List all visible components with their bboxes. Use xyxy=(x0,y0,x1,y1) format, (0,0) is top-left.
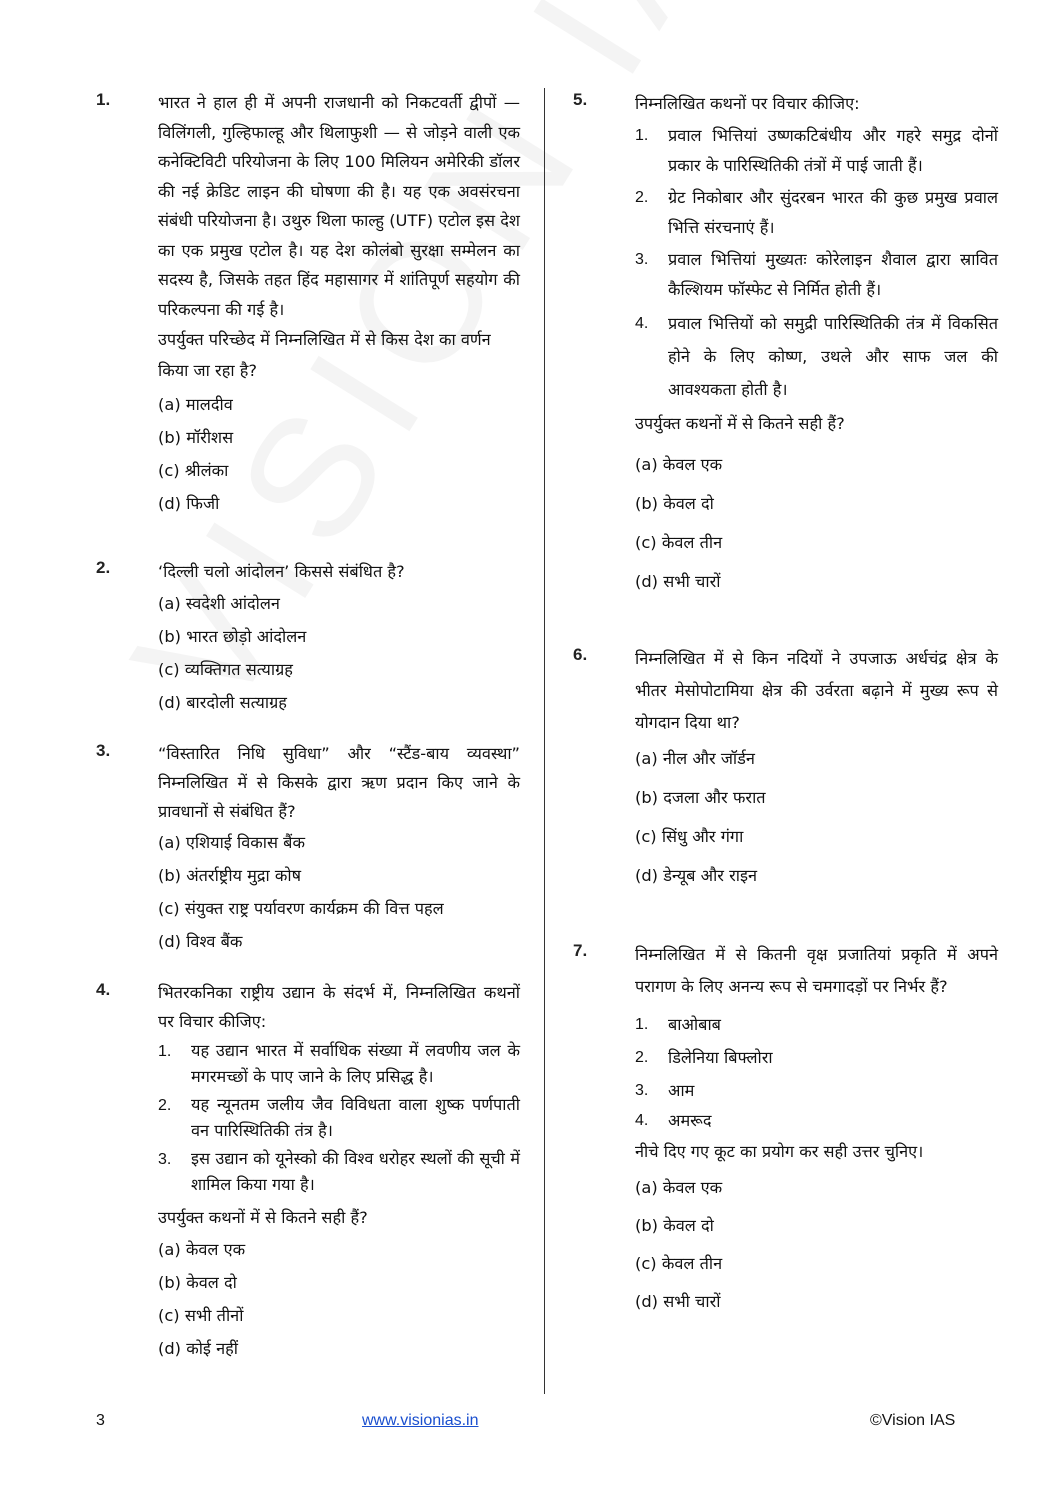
question-ask: उपर्युक्त कथनों में से कितने सही हैं? xyxy=(635,414,845,433)
question-stem: निम्नलिखित में से किन नदियों ने उपजाऊ अर्धचंद्र क्षेत्र के भीतर मेसोपोटामिया क्षेत्र की उर्वरता बढ़ाने में मुख्य रूप से योगदान दिया था? xyxy=(635,649,998,732)
option-d: (d) विश्व बैंक xyxy=(158,932,243,951)
statement-1 xyxy=(635,121,998,181)
option-b: (b) अंतर्राष्ट्रीय मुद्रा कोष xyxy=(158,866,302,885)
option-b: (b) भारत छोड़ो आंदोलन xyxy=(158,627,307,646)
option-c: (c) व्यक्तिगत सत्याग्रह xyxy=(158,660,293,679)
option-a: (a) मालदीव xyxy=(158,395,233,414)
question-stem: निम्नलिखित में से कितनी वृक्ष प्रजातियां प्रकृति में अपने परागण के लिए अनन्य रूप से चमगादड़ों पर निर्भर हैं? xyxy=(635,945,998,996)
statement-number: 2. xyxy=(635,1049,649,1066)
statement-number: 3. xyxy=(635,1082,649,1099)
option-c: (c) केवल तीन xyxy=(635,533,723,552)
statement-text: अमरूद xyxy=(668,1111,712,1130)
question-4 xyxy=(96,978,520,1365)
statement-text: आम xyxy=(668,1081,695,1100)
option-c: (c) संयुक्त राष्ट्र पर्यावरण कार्यक्रम की वित्त पहल xyxy=(158,899,444,918)
question-stem: निम्नलिखित कथनों पर विचार कीजिए: xyxy=(635,94,860,113)
option-c: (c) सिंधु और गंगा xyxy=(635,827,744,846)
option-d: (d) सभी चारों xyxy=(635,572,721,591)
question-number: 2. xyxy=(96,558,111,577)
statement-text: यह उद्यान भारत में सर्वाधिक संख्या में लवणीय जल के मगरमच्छों के पाए जाने के लिए प्रसिद्ध है। xyxy=(191,1041,520,1086)
option-d: (d) सभी चारों xyxy=(635,1292,721,1311)
option-d: (d) डेन्यूब और राइन xyxy=(635,866,758,885)
question-number: 3. xyxy=(96,741,111,760)
option-a: (a) नील और जॉर्डन xyxy=(635,749,755,768)
option-b: (b) मॉरीशस xyxy=(158,428,234,447)
option-a: (a) एशियाई विकास बैंक xyxy=(158,833,305,852)
statement-3 xyxy=(158,1146,520,1198)
statement-text: इस उद्यान को यूनेस्को की विश्व धरोहर स्थलों की सूची में शामिल किया गया है। xyxy=(191,1149,520,1194)
copyright-text: ©Vision IAS xyxy=(870,1412,956,1429)
statement-text: प्रवाल भित्तियों को समुद्री पारिस्थितिकी तंत्र में विकसित होने के लिए कोष्ण, उथले और साफ जल की आवश्यकता होती है। xyxy=(668,314,998,399)
option-a: (a) स्वदेशी आंदोलन xyxy=(158,594,280,613)
statement-number: 3. xyxy=(158,1151,172,1168)
question-stem: ‘दिल्ली चलो आंदोलन’ किससे संबंधित है? xyxy=(158,562,405,581)
website-link[interactable]: www.visionias.in xyxy=(362,1412,479,1429)
option-b: (b) दजला और फरात xyxy=(635,788,766,807)
question-ask: नीचे दिए गए कूट का प्रयोग कर सही उत्तर चुनिए। xyxy=(635,1142,924,1161)
statement-1 xyxy=(158,1038,520,1090)
question-number: 1. xyxy=(96,90,111,109)
column-divider xyxy=(544,88,545,1394)
option-a: (a) केवल एक xyxy=(635,455,723,474)
option-b: (b) केवल दो xyxy=(635,1216,714,1235)
statement-text: प्रवाल भित्तियां मुख्यतः कोरेलाइन शैवाल द्वारा स्रावित कैल्शियम फॉस्फेट से निर्मित होती हैं। xyxy=(668,250,998,299)
option-b: (b) केवल दो xyxy=(158,1273,237,1292)
statement-number: 1. xyxy=(635,127,649,144)
statement-number: 1. xyxy=(158,1043,172,1060)
statement-number: 3. xyxy=(635,251,649,268)
question-number: 4. xyxy=(96,980,111,999)
statement-number: 2. xyxy=(635,189,649,206)
question-number: 7. xyxy=(573,941,588,960)
statement-number: 4. xyxy=(635,1112,649,1129)
option-d: (d) कोई नहीं xyxy=(158,1339,239,1358)
question-5 xyxy=(573,88,998,601)
question-3 xyxy=(96,739,520,958)
statement-4 xyxy=(635,307,998,406)
option-d: (d) फिजी xyxy=(158,494,220,513)
option-b: (b) केवल दो xyxy=(635,494,714,513)
statement-text: ग्रेट निकोबार और सुंदरबन भारत की कुछ प्रमुख प्रवाल भित्ति संरचनाएं हैं। xyxy=(668,188,998,237)
option-d: (d) बारदोली सत्याग्रह xyxy=(158,693,287,712)
statement-3 xyxy=(635,245,998,305)
question-stem: भितरकनिका राष्ट्रीय उद्यान के संदर्भ में, निम्नलिखित कथनों पर विचार कीजिए: xyxy=(158,983,520,1031)
question-stem: “विस्तारित निधि सुविधा” और “स्टैंड-बाय व्यवस्था” निम्नलिखित में से किसके द्वारा ऋण प्रदान किए जाने के प्रावधानों से संबंधित हैं? xyxy=(158,744,520,821)
question-ask: उपर्युक्त परिच्छेद में निम्नलिखित में से किस देश का वर्णन किया जा रहा है? xyxy=(158,330,491,380)
option-a: (a) केवल एक xyxy=(158,1240,246,1259)
page-number: 3 xyxy=(96,1412,105,1429)
statement-text: यह न्यूनतम जलीय जैव विविधता वाला शुष्क पर्णपाती वन पारिस्थितिकी तंत्र है। xyxy=(191,1095,520,1140)
question-6 xyxy=(573,643,998,895)
statement-2 xyxy=(635,183,998,243)
question-2 xyxy=(96,556,520,719)
statement-text: बाओबाब xyxy=(668,1015,721,1034)
statement-3 xyxy=(635,1075,998,1106)
statement-number: 2. xyxy=(158,1097,172,1114)
question-1 xyxy=(96,88,520,520)
question-number: 6. xyxy=(573,645,588,664)
statement-2 xyxy=(158,1092,520,1144)
option-c: (c) केवल तीन xyxy=(635,1254,723,1273)
statement-number: 1. xyxy=(635,1016,649,1033)
statement-1 xyxy=(635,1009,998,1040)
statement-text: डिलेनिया बिफ्लोरा xyxy=(668,1048,773,1067)
option-c: (c) सभी तीनों xyxy=(158,1306,244,1325)
statement-number: 4. xyxy=(635,315,649,332)
option-a: (a) केवल एक xyxy=(635,1178,723,1197)
statement-2 xyxy=(635,1042,998,1073)
question-7 xyxy=(573,939,998,1321)
question-ask: उपर्युक्त कथनों में से कितने सही हैं? xyxy=(158,1208,368,1227)
statement-4 xyxy=(635,1108,998,1134)
option-c: (c) श्रीलंका xyxy=(158,461,229,480)
right-column xyxy=(573,88,998,1321)
statement-text: प्रवाल भित्तियां उष्णकटिबंधीय और गहरे समुद्र दोनों प्रकार के पारिस्थितिकी तंत्रों में पाई जाती हैं। xyxy=(668,126,998,175)
left-column xyxy=(96,88,520,1365)
question-number: 5. xyxy=(573,90,588,109)
question-stem: भारत ने हाल ही में अपनी राजधानी को निकटवर्ती द्वीपों — विलिंगली, गुल्हिफाल्हू और थिलाफुशी — से जोड़ने वाली एक कनेक्टिविटी परियोजना के लिए 100 मिलियन अमेरिकी डॉलर की नई क्रेडिट लाइन की घोषणा की है। यह एक अवसंरचना संबंधी परियोजना है। उथुरु थिला फाल्हु (UTF) एटोल इस देश का एक प्रमुख एटोल है। यह देश कोलंबो सुरक्षा सम्मेलन का सदस्य है, जिसके तहत हिंद महासागर में शांतिपूर्ण सहयोग की परिकल्पना की गई है। xyxy=(158,93,520,319)
